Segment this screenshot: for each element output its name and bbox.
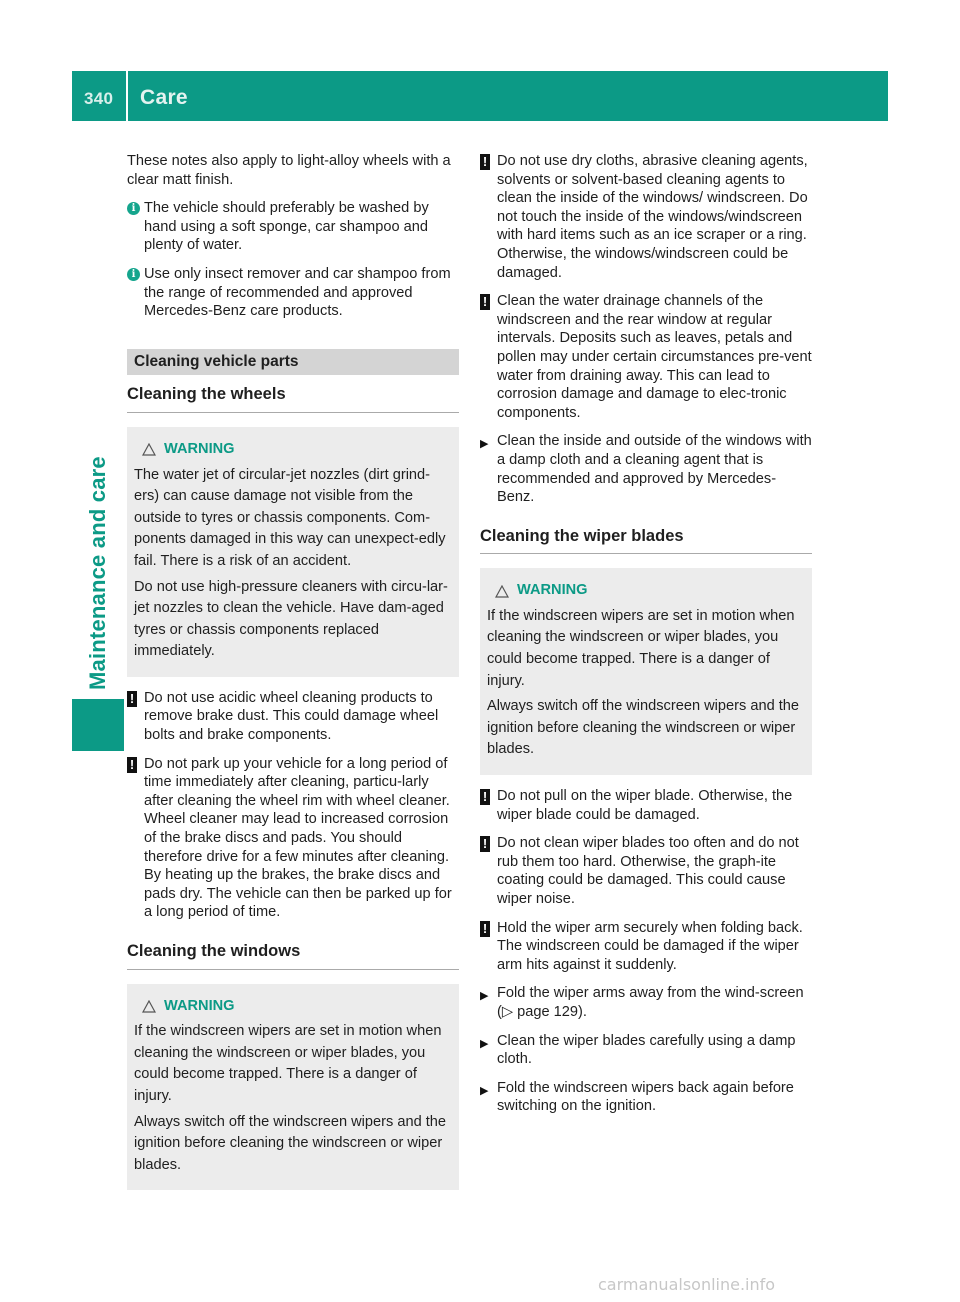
arrow-icon: ▶ [480, 1037, 489, 1050]
caution-text: Hold the wiper arm securely when folding back. The windscreen could be damaged if the wiper arm hits against it suddenly. [497, 919, 803, 973]
exclamation-icon: ! [480, 294, 490, 310]
warning-icon [142, 1000, 156, 1013]
info-note [127, 265, 459, 321]
step-text: Fold the windscreen wipers back again before switching on the ignition. [497, 1079, 794, 1115]
warning-header [487, 580, 804, 602]
caution-text: Do not use acidic wheel cleaning products to remove brake dust. This could damage wheel bolts and brake components. [144, 689, 439, 744]
right-column [480, 152, 812, 1126]
caution-note [480, 787, 812, 824]
info-text: Use only insect remover and car shampoo from the range of recommended and approved Mercedes-Benz care products. [144, 265, 451, 320]
warning-header [134, 996, 451, 1018]
intro-text: These notes also apply to light-alloy wheels with a clear matt finish. [127, 153, 451, 188]
arrow-icon: ▶ [480, 438, 489, 451]
instruction-step [480, 1079, 812, 1116]
caution-text: Do not park up your vehicle for a long period of time immediately after cleaning, particu-larly after cleaning the wheel rim with wheel cleaner. Wheel cleaner may lead to increased corrosion of the brake discs and pads. You should therefore drive for a few minutes after cleaning. By heating up the brakes, the brake discs and pads dry. The vehicle can then be parked up for a long period of time. [144, 755, 452, 921]
exclamation-icon: ! [127, 757, 137, 773]
info-icon: i [127, 202, 140, 215]
step-text: Clean the wiper blades carefully using a damp cloth. [497, 1032, 796, 1068]
warning-title: WARNING [517, 582, 588, 599]
caution-note [480, 834, 812, 908]
exclamation-icon: ! [480, 789, 490, 805]
warning-title: WARNING [164, 997, 235, 1014]
caution-text: Do not pull on the wiper blade. Otherwise, the wiper blade could be damaged. [497, 788, 793, 823]
footer-watermark: carmanualsonline.info [598, 1275, 776, 1294]
warning-text: Always switch off the windscreen wipers and the ignition before cleaning the windscreen or wiper blades. [134, 1113, 447, 1173]
step-text: Clean the inside and outside of the windows with a damp cloth and a cleaning agent that is recommended and approved by Mercedes-Benz. [497, 433, 812, 506]
instruction-step [480, 984, 812, 1021]
left-column [127, 152, 459, 1202]
caution-note [127, 689, 459, 745]
subsection-title-wheels: Cleaning the wheels [127, 385, 459, 413]
warning-text: Do not use high-pressure cleaners with circu-lar-jet nozzles to clean the vehicle. Have dam-aged tyres or chassis components replaced immediately. [134, 578, 448, 660]
sidebar-section-label: Maintenance and care [85, 456, 110, 690]
arrow-icon: ▶ [480, 990, 489, 1003]
warning-box [127, 427, 459, 677]
caution-note [127, 755, 459, 922]
instruction-step [480, 1032, 812, 1069]
header-divider [126, 71, 128, 121]
arrow-icon: ▶ [480, 1084, 489, 1097]
info-text: The vehicle should preferably be washed by hand using a soft sponge, car shampoo and plenty of water. [144, 200, 429, 254]
chapter-title: Care [140, 86, 188, 109]
exclamation-icon: ! [480, 836, 490, 852]
info-icon: i [127, 268, 140, 281]
warning-text: Always switch off the windscreen wipers and the ignition before cleaning the windscreen or wiper blades. [487, 698, 800, 758]
warning-box [480, 568, 812, 775]
instruction-step [480, 432, 812, 506]
caution-note [480, 919, 812, 975]
step-text: Fold the wiper arms away from the wind-screen (▷ page 129). [497, 985, 804, 1020]
page-header [72, 71, 888, 121]
warning-icon [495, 585, 509, 598]
warning-text: The water jet of circular-jet nozzles (dirt grind-ers) can cause damage not visible from the outside to tyres or chassis components. Com-ponents damaged in this way can unexpect-edly fail. There is a risk of an accident. [134, 466, 446, 569]
exclamation-icon: ! [480, 921, 490, 937]
subsection-title-wipers: Cleaning the wiper blades [480, 527, 812, 555]
warning-text: If the windscreen wipers are set in motion when cleaning the windscreen or wiper blades, you could become trapped. There is a danger of injury. [487, 607, 795, 689]
caution-text: Do not clean wiper blades too often and do not rub them too hard. Otherwise, the graph-ite coating could be damaged. This could cause wiper noise. [497, 835, 799, 907]
exclamation-icon: ! [480, 154, 490, 170]
page-number: 340 [84, 89, 114, 108]
warning-box [127, 984, 459, 1191]
sidebar-marker [72, 699, 124, 751]
warning-text: If the windscreen wipers are set in motion when cleaning the windscreen or wiper blades, you could become trapped. There is a danger of injury. [134, 1023, 442, 1104]
caution-note [480, 292, 812, 422]
warning-header [134, 439, 451, 461]
warning-title: WARNING [164, 440, 235, 457]
subsection-title-windows: Cleaning the windows [127, 942, 459, 970]
section-title: Cleaning vehicle parts [127, 349, 459, 376]
caution-note [480, 152, 812, 282]
exclamation-icon: ! [127, 691, 137, 707]
warning-icon [142, 443, 156, 456]
info-note [127, 199, 459, 255]
caution-text: Clean the water drainage channels of the windscreen and the rear window at regular intervals. Deposits such as leaves, petals and pollen may under certain circumstances pre-vent water from draining away. This can lead to corrosion damage and damage to elec-tronic components. [497, 293, 812, 421]
caution-text: Do not use dry cloths, abrasive cleaning agents, solvents or solvent-based cleaning agents to clean the inside of the windows/ windscreen. Do not touch the inside of the windows/windscreen with hard items such as an ice scraper or a ring. Otherwise, the windows/windscreen could be damaged. [497, 153, 808, 281]
